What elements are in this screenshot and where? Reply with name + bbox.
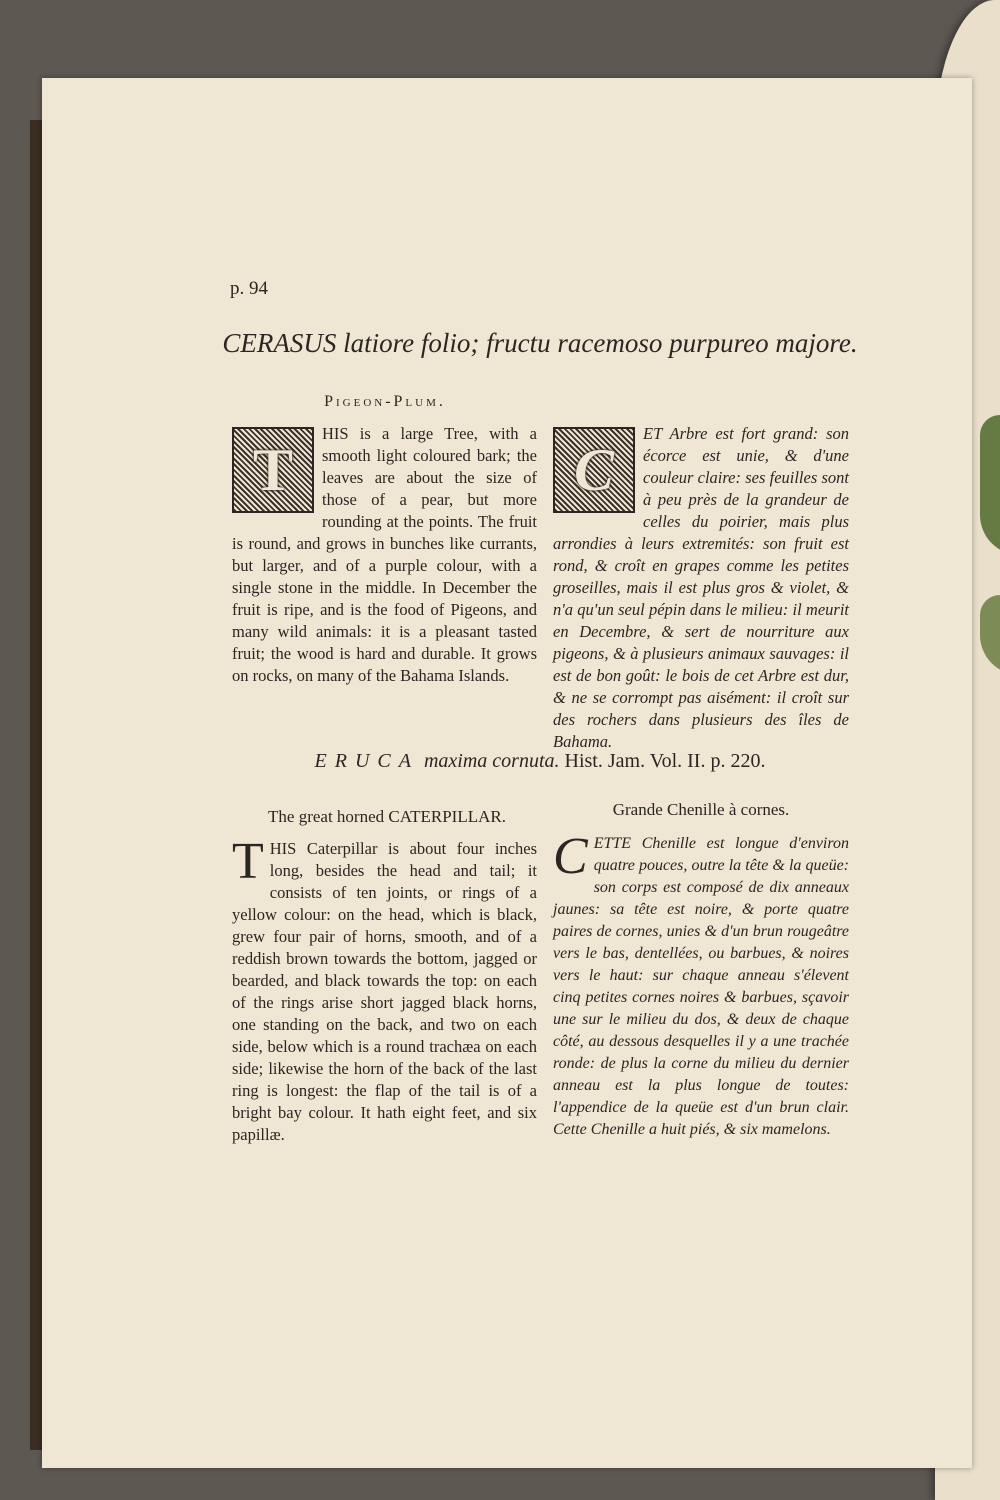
- initial-capital: C: [553, 828, 588, 885]
- section2-body-fr: ETTE Chenille est longue d'environ quatre pouces, outre la tête & la queüe: son corps est composé de dix anneaux jaunes: sa tête est noire, & porte quatre paires de cornes, unies & d'un brun rougeâtre vers le bas, dentellées, ou barbues, & noires vers le haut: sur chaque anneau s'élevent cinq petites cornes noires & barbues, sçavoir une sur le milieu du dos, & deux de chaque côté, au dessous desquelles il y a une trachée ronde: de plus la corne du milieu du dernier anneau est la plus longue de toutes: l'appendice de la queüe est d'un brun clair. Cette Chenille a huit piés, & six mamelons.: [553, 835, 849, 1138]
- section1-body-en: HIS is a large Tree, with a smooth light coloured bark; the leaves are about the size of those of a pear, but more rounding at the points. The fruit is round, and grows in bunches like currants, but larger, and of a purple colour, with a single stone in the middle. In December the fruit is ripe, and is the food of Pigeons, and many wild animals: it is a pleasant tasted fruit; the wood is hard and durable. It grows on rocks, on many of the Bahama Islands.: [232, 424, 537, 685]
- section1-heading-en: Pigeon-Plum.: [324, 393, 446, 410]
- section2-body-en: HIS Caterpillar is about four inches long, besides the head and tail; it consists of ten joints, or rings of a yellow colour: on the head, which is black, grew four pair of horns, smooth, and of a reddish brown towards the bottom, jagged or bearded, and black towards the top: on each of the rings arise short jagged black horns, one standing on the back, and two on each side, below which is a round trachæa on each side; likewise the horn of the back of the last ring is longest: the flap of the tail is of a bright bay colour. It hath eight feet, and six papillæ.: [232, 839, 537, 1144]
- section2-text-fr: [553, 828, 849, 1141]
- genus-name: ERUCA: [314, 750, 419, 772]
- section2-text-en: [232, 833, 537, 1146]
- section1-body-fr: ET Arbre est fort grand: son écorce est unie, & d'une couleur claire: ses feuilles sont à peu près de la grandeur de celles du poirier, mais plus arrondies à leurs extremités: son fruit est rond, & croît en grapes comme les petites groseilles, mais il est plus gros & violet, & n'a qu'un seul pépin dans le milieu: il meurit en Decembre, & sert de nourriture aux pigeons, & à plusieurs animaux sauvages: il est de bon goût: le bois de cet Arbre est dur, & ne se corrompt pas aisément: il croît sur des rochers dans plusieurs des îles de Bahama.: [553, 424, 849, 751]
- species-epithet: maxima cornuta.: [423, 750, 560, 772]
- initial-capital: T: [232, 833, 264, 890]
- page-title: CERASUS latiore folio; fructu racemoso purpureo majore.: [222, 328, 858, 358]
- section1-text-fr: [553, 423, 849, 753]
- page-number: p. 94: [230, 278, 268, 299]
- section2-heading-fr: Grande Chenille à cornes.: [612, 800, 790, 819]
- ornamental-dropcap: C: [553, 427, 635, 513]
- ornamental-dropcap: T: [232, 427, 314, 513]
- reference: Hist. Jam. Vol. II. p. 220.: [564, 750, 766, 772]
- book-page: [42, 78, 972, 1468]
- section1-text-en: [232, 423, 537, 687]
- section2-title: [230, 750, 850, 773]
- section2-heading-en: The great horned CATERPILLAR.: [268, 807, 506, 826]
